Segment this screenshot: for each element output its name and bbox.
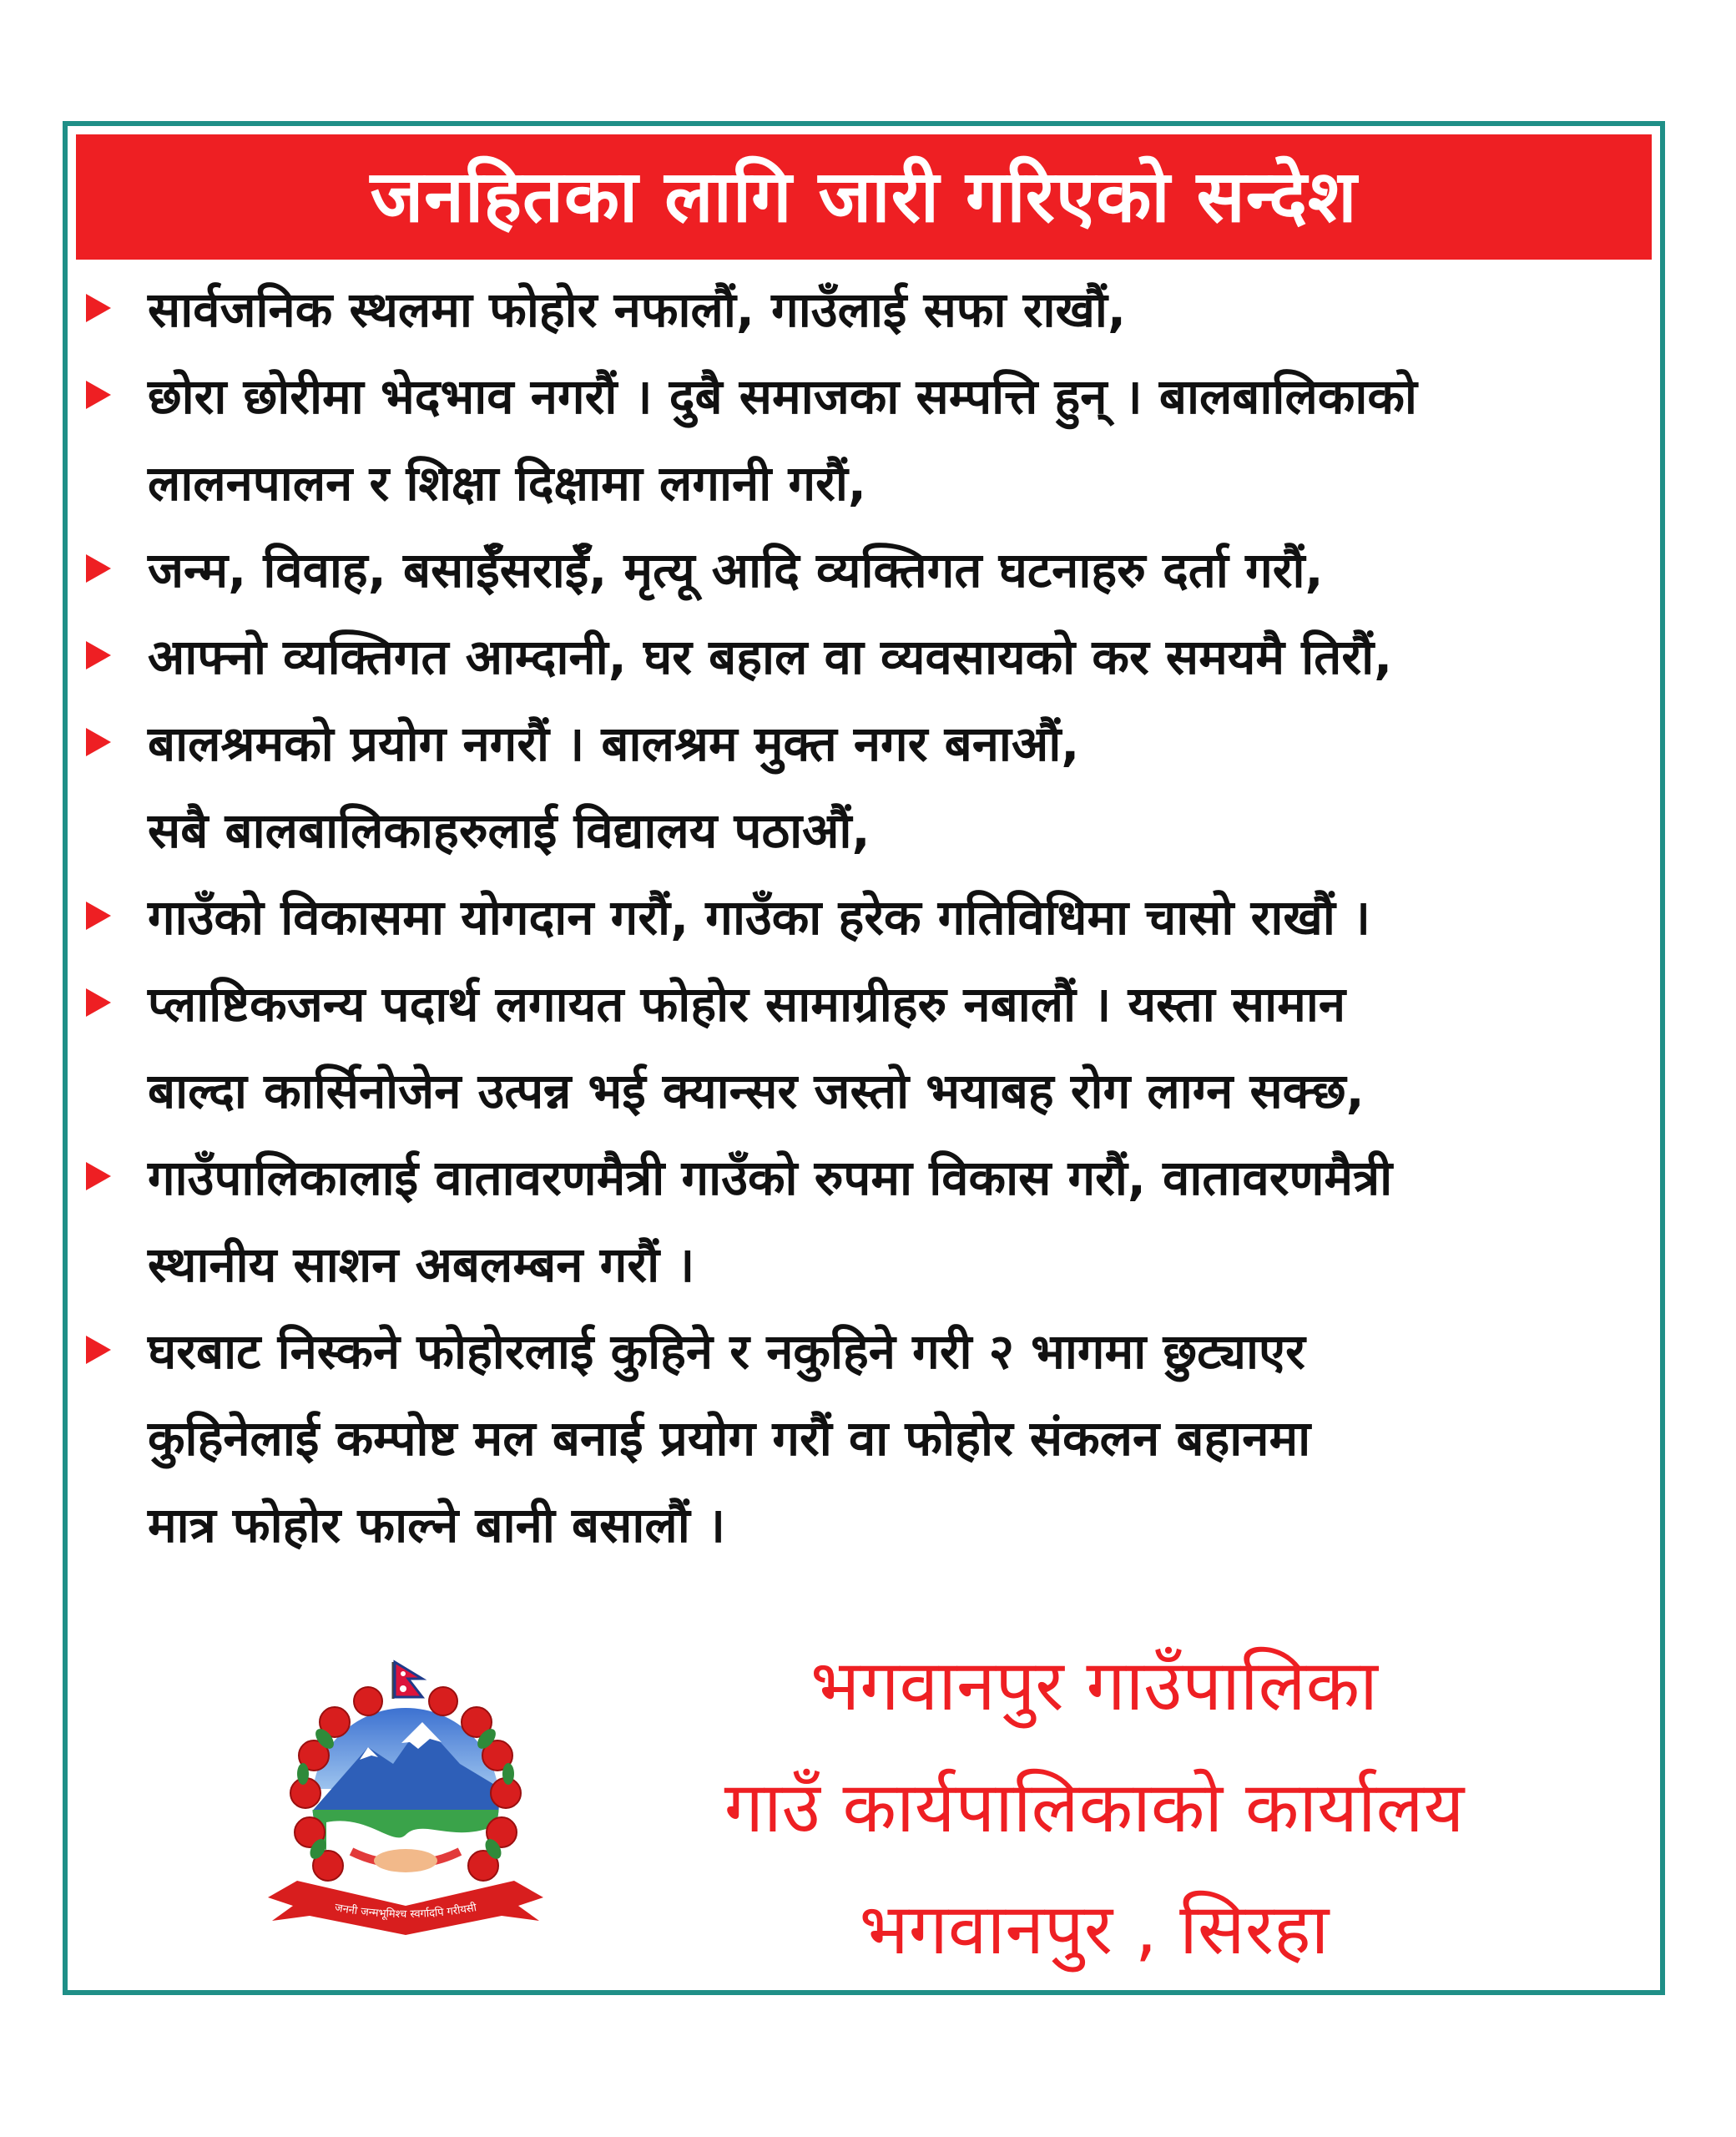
bullet-triangle-icon [86,1336,111,1364]
emblem-motto: जननी जन्मभूमिश्च स्वर्गादपि गरीयसी [333,1902,478,1922]
bullet-triangle-icon [86,728,111,756]
office-department: गाउँ कार्यपालिकाको कार्यालय [724,1766,1465,1848]
message-item [86,527,1638,614]
bullet-triangle-icon [86,988,111,1017]
office-signature [635,1624,1553,1990]
bullet-triangle-icon [86,641,111,669]
bullet-triangle-icon [86,1162,111,1190]
message-line: मात्र फोहोर फाल्ने बानी बसालौं । [148,1497,725,1553]
message-line: स्थानीय साशन अबलम्बन गरौं । [148,1236,695,1293]
message-line: आफ्नो व्यक्तिगत आम्दानी, घर बहाल वा व्यवसायको कर समयमै तिरौं, [148,629,1393,685]
message-item [86,700,1638,874]
title-banner [76,134,1652,260]
bullet-triangle-icon [86,554,111,583]
bullet-triangle-icon [86,381,111,409]
notice-frame [63,121,1665,1995]
message-line: प्लाष्टिकजन्य पदार्थ लगायत फोहोर सामाग्रीहरु नबालौं । यस्ता सामान [148,976,1346,1033]
message-item [86,1308,1638,1569]
message-line: कुहिनेलाई कम्पोष्ट मल बनाई प्रयोग गरौं वा फोहोर संकलन बहानमा [148,1410,1311,1467]
bullet-triangle-icon [86,902,111,930]
banner-title: जनहितका लागि जारी गरिएको सन्देश [370,155,1358,239]
message-line: बालश्रमको प्रयोग नगरौं । बालश्रम मुक्त नगर बनाऔं, [148,715,1080,772]
message-line: घरबाट निस्कने फोहोरलाई कुहिने र नकुहिने गरी २ भागमा छुट्याएर [148,1323,1305,1380]
message-line: गाउँपालिकालाई वातावरणमैत्री गाउँको रुपमा विकास गरौं, वातावरणमैत्री [148,1149,1393,1206]
message-list [86,266,1638,1569]
message-line: बाल्दा कार्सिनोजेन उत्पन्न भई क्यान्सर जस्तो भयाबह रोग लाग्न सक्छ, [148,1063,1365,1119]
message-line: छोरा छोरीमा भेदभाव नगरौं । दुबै समाजका सम्पत्ति हुन् । बालबालिकाको [148,368,1417,425]
message-item [86,614,1638,700]
message-line: सार्वजनिक स्थलमा फोहोर नफालौं, गाउँलाई सफा राखौं, [148,281,1126,338]
bullet-triangle-icon [86,294,111,322]
message-item [86,961,1638,1134]
office-name: भगवानपुर गाउँपालिका [810,1644,1378,1726]
message-line: गाउँको विकासमा योगदान गरौं, गाउँका हरेक गतिविधिमा चासो राखौं । [148,889,1371,946]
message-line: लालनपालन र शिक्षा दिक्षामा लगानी गरौं, [148,455,866,512]
office-location: भगवानपुर , सिरहा [859,1888,1330,1970]
message-line: जन्म, विवाह, बसाईँसराईँ, मृत्यू आदि व्यक्तिगत घटनाहरु दर्ता गरौं, [148,542,1324,599]
message-line: सबै बालबालिकाहरुलाई विद्यालय पठाऔं, [148,802,871,859]
message-item [86,1134,1638,1308]
nepal-emblem-icon [251,1655,560,1943]
message-item [86,266,1638,353]
message-item [86,874,1638,961]
message-item [86,353,1638,527]
